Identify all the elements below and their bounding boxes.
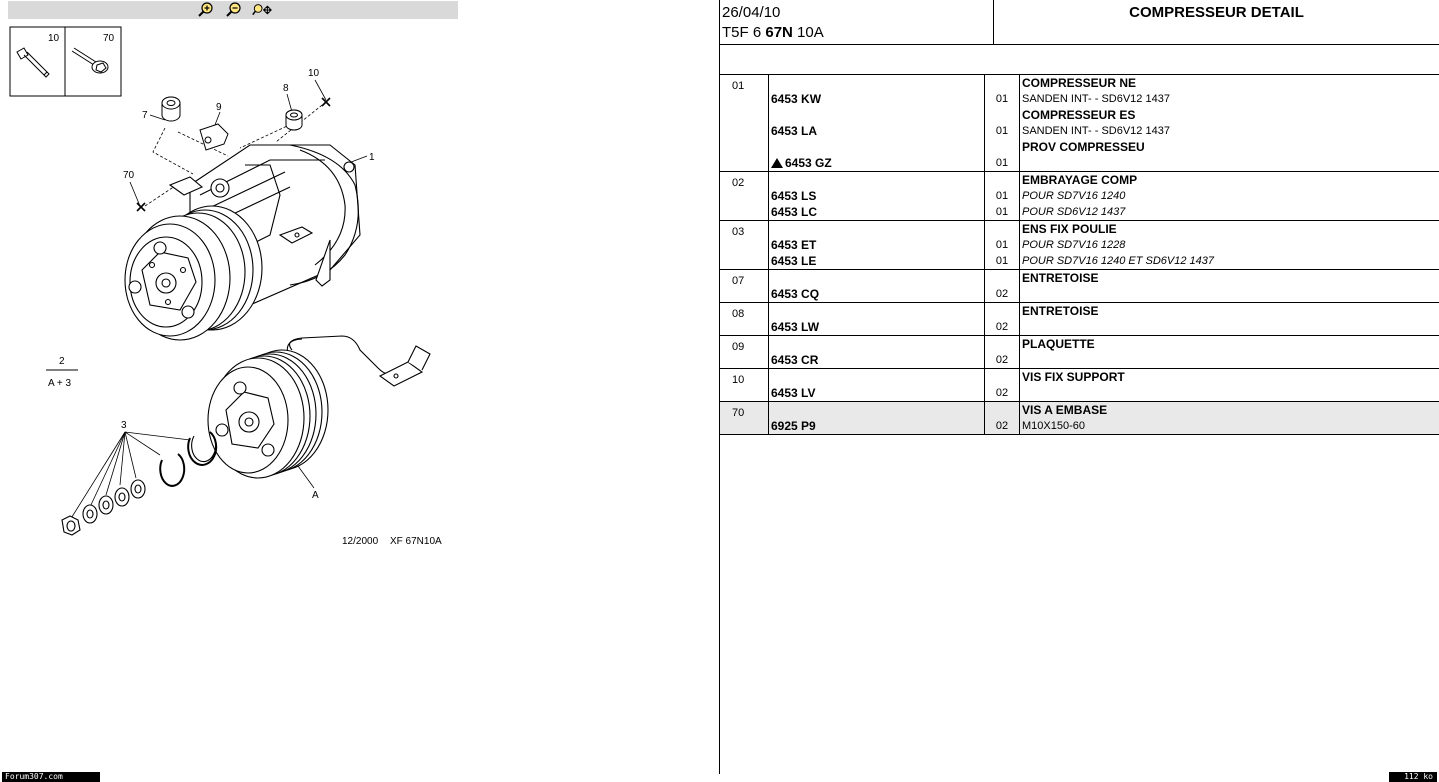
part-quantity: 02: [995, 387, 1009, 399]
part-designation: ENS FIX POULIE: [1022, 222, 1117, 236]
part-quantity: [985, 107, 1019, 123]
legend-number-10: 10: [48, 33, 60, 44]
part-detail: SANDEN INT- - SD6V12 1437: [1022, 125, 1170, 137]
part-reference[interactable]: [769, 286, 984, 302]
callout-70: 70: [123, 170, 135, 181]
part-quantity: 01: [995, 157, 1009, 169]
part-reference-text: 6453 CQ: [771, 287, 820, 301]
viewer-toolbar: [8, 1, 458, 19]
part-reference[interactable]: [769, 418, 984, 434]
table-row[interactable]: [720, 270, 1439, 303]
group-label-bottom: A + 3: [48, 378, 72, 389]
part-quantity: [985, 336, 1019, 352]
part-detail: [1020, 286, 1439, 302]
part-detail: POUR SD6V12 1437: [1022, 206, 1126, 218]
part-reference[interactable]: [769, 402, 984, 418]
item-position: 03: [720, 221, 769, 270]
table-row[interactable]: [720, 221, 1439, 270]
part-detail: POUR SD7V16 1240: [1022, 190, 1126, 202]
part-reference[interactable]: [769, 123, 984, 139]
part-quantity: 01: [995, 206, 1009, 218]
part-detail: [1020, 155, 1439, 171]
part-reference-text: 6453 LW: [771, 320, 820, 334]
clutch-assembly-lower: [208, 336, 430, 478]
part-reference[interactable]: [769, 221, 984, 237]
part-designation: ENTRETOISE: [1022, 271, 1099, 285]
part-reference-text: 6453 LS: [771, 189, 817, 203]
part-quantity: 01: [995, 255, 1009, 267]
clutch-pulley-upper: [125, 206, 262, 340]
part-quantity: [985, 139, 1019, 155]
callout-9: 9: [216, 102, 222, 113]
item-position: 02: [720, 172, 769, 221]
part-quantity: [985, 402, 1019, 418]
part-quantity: 01: [995, 125, 1009, 137]
table-row[interactable]: [720, 303, 1439, 336]
table-row[interactable]: [720, 336, 1439, 369]
item-position: 01: [720, 75, 769, 172]
legend-number-70: 70: [103, 33, 115, 44]
part-reference-text: 6453 KW: [771, 92, 822, 106]
part-reference[interactable]: [769, 369, 984, 385]
callout-1: 1: [369, 152, 375, 163]
part-quantity: [985, 303, 1019, 319]
part-quantity: [985, 369, 1019, 385]
zoom-in-icon[interactable]: [196, 1, 216, 19]
table-row[interactable]: [720, 402, 1439, 435]
part-reference-text: 6453 ET: [771, 238, 817, 252]
part-designation: PROV COMPRESSEU: [1022, 140, 1145, 154]
table-row[interactable]: [720, 172, 1439, 221]
part-reference[interactable]: [769, 155, 984, 171]
callout-7: 7: [142, 110, 148, 121]
status-size: 112 ko: [1389, 772, 1437, 782]
part-reference[interactable]: [769, 319, 984, 335]
item-position: 08: [720, 303, 769, 336]
part-reference[interactable]: [769, 336, 984, 352]
warning-triangle-icon: [771, 158, 783, 168]
part-designation: ENTRETOISE: [1022, 304, 1099, 318]
part-reference[interactable]: [769, 107, 984, 123]
part-reference-text: 6453 GZ: [785, 156, 832, 170]
item-position: 70: [720, 402, 769, 435]
parts-header: [720, 0, 1439, 45]
part-detail: [1020, 352, 1439, 368]
part-reference[interactable]: [769, 303, 984, 319]
table-row[interactable]: [720, 369, 1439, 402]
part-reference-text: 6453 CR: [771, 353, 819, 367]
part-detail: M10X150-60: [1022, 420, 1085, 432]
part-reference[interactable]: [769, 91, 984, 107]
zoom-out-icon[interactable]: [224, 1, 244, 19]
item-position: 09: [720, 336, 769, 369]
part-reference-text: 6453 LV: [771, 386, 816, 400]
part-designation: COMPRESSEUR NE: [1022, 76, 1137, 90]
table-row[interactable]: [720, 75, 1439, 172]
page-title: COMPRESSEUR DETAIL: [1129, 4, 1304, 21]
part-reference[interactable]: [769, 253, 984, 269]
part-reference[interactable]: [769, 139, 984, 155]
part-quantity: [985, 172, 1019, 188]
exploded-view-diagram: [0, 20, 470, 560]
group-label-top: 2: [59, 356, 65, 367]
callout-3: 3: [121, 420, 127, 431]
part-quantity: 02: [995, 420, 1009, 432]
callout-A: A: [312, 490, 319, 501]
part-designation: VIS A EMBASE: [1022, 403, 1108, 417]
parts-pane: [720, 0, 1439, 782]
part-reference[interactable]: [769, 385, 984, 401]
status-site: Forum307.com: [2, 772, 100, 782]
part-quantity: [985, 75, 1019, 91]
part-reference[interactable]: [769, 352, 984, 368]
diagram-date: 12/2000: [342, 536, 379, 547]
part-detail: POUR SD7V16 1240 ET SD6V12 1437: [1022, 255, 1215, 267]
part-designation: VIS FIX SUPPORT: [1022, 370, 1125, 384]
part-detail: SANDEN INT- - SD6V12 1437: [1022, 93, 1170, 105]
callout-10: 10: [308, 68, 320, 79]
circlips-and-washers: [62, 432, 216, 535]
part-quantity: 01: [995, 190, 1009, 202]
part-designation: PLAQUETTE: [1022, 337, 1095, 351]
part-reference[interactable]: [769, 270, 984, 286]
part-quantity: [985, 221, 1019, 237]
part-reference-text: 6453 LC: [771, 205, 818, 219]
part-reference-text: 6453 LA: [771, 124, 818, 138]
parts-table: [720, 75, 1439, 435]
part-reference[interactable]: [769, 75, 984, 91]
part-reference[interactable]: [769, 188, 984, 204]
header-date: 26/04/10: [722, 4, 781, 21]
diagram-ref: XF 67N10A: [390, 536, 442, 547]
part-reference-text: 6925 P9: [771, 419, 816, 433]
part-detail: POUR SD7V16 1228: [1022, 239, 1126, 251]
part-quantity: 02: [995, 321, 1009, 333]
part-detail: [1020, 319, 1439, 335]
zoom-pan-icon[interactable]: [252, 1, 272, 19]
part-quantity: 02: [995, 354, 1009, 366]
header-ref: T5F 6 67N 10A: [722, 24, 824, 41]
part-detail: [1020, 385, 1439, 401]
part-designation: COMPRESSEUR ES: [1022, 108, 1136, 122]
part-reference[interactable]: [769, 204, 984, 220]
callout-8: 8: [283, 83, 289, 94]
part-reference-text: 6453 LE: [771, 254, 817, 268]
part-reference[interactable]: [769, 237, 984, 253]
part-quantity: 01: [995, 93, 1009, 105]
part-quantity: 01: [995, 239, 1009, 251]
part-quantity: [985, 270, 1019, 286]
part-designation: EMBRAYAGE COMP: [1022, 173, 1138, 187]
part-quantity: 02: [995, 288, 1009, 300]
item-position: 10: [720, 369, 769, 402]
item-position: 07: [720, 270, 769, 303]
part-reference[interactable]: [769, 172, 984, 188]
